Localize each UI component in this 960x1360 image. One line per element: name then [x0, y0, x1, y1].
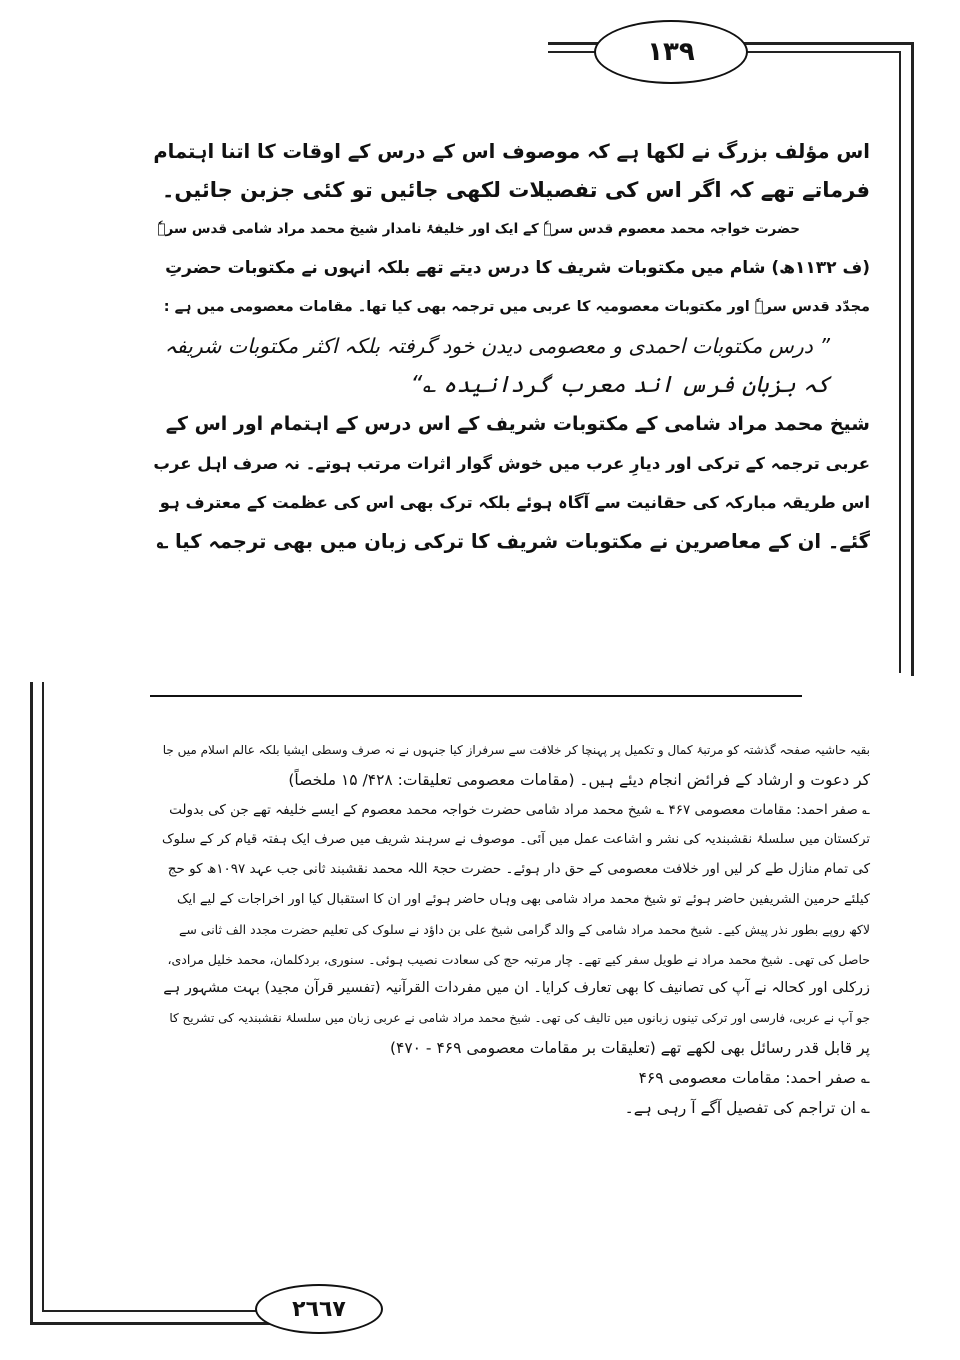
footnote-divider: [150, 695, 802, 697]
footnote-line: حاصل کی تھی۔ شیخ محمد مراد نے طویل سفر کیے تھے۔ چار مرتبہ حج کی سعادت نصیب ہوئی۔ سنوری، بردکلمان، محمد خلیل مرادی،: [167, 951, 870, 967]
page-number-bottom: ٢٦٦٧: [255, 1284, 383, 1334]
main-line-5: مجدّد قدس سرہٗ اور مکتوبات معصومیہ کا عربی میں ترجمہ بھی کیا تھا۔ مقامات معصومی میں ہے :: [163, 299, 870, 315]
footnotes: [158, 736, 870, 1123]
footnote-line: کر دعوت و ارشاد کے فرائض انجام دیئے ہیں۔ (مقامات معصومی تعلیقات: ۴۲۸/ ۱۵ ملخصاً): [288, 770, 870, 789]
footnote-line: جو آپ نے عربی، فارسی اور ترکی تینوں زبانوں میں تالیف کی تھی۔ شیخ محمد مراد شامی نے عربی زبان میں سلسلۂ نقشبندیہ کی تشریح کا: [169, 1011, 870, 1026]
footnote-line: ؎ صفر احمد: مقامات معصومی ۴۶۹: [638, 1068, 870, 1087]
footnote-line: بقیہ حاشیہ صفحہ گذشتہ کو مرتبۂ کمال و تکمیل پر پہنچا کر خلافت سے سرفراز کیا جنہوں نے نہ صرف وسطی ایشیا بلکہ عالم اسلام میں جا: [162, 743, 870, 757]
footnote-line: پر قابل قدر رسائل بھی لکھے تھے (تعلیقات بر مقامات معصومی ۴۶۹ - ۴۷۰): [389, 1038, 870, 1057]
border-right-outer: [911, 42, 914, 676]
footnote-line: ؎ صفر احمد: مقامات معصومی ۴۶۷ ؎ شیخ محمد مراد شامی حضرت خواجہ محمد معصوم کے ایسے خلیفہ تھے جن کی بدولت: [169, 801, 870, 818]
border-right-inner: [899, 51, 901, 673]
main-line-4: (ف ۱۱۳۲ھ) شام میں مکتوبات شریف کا درس دیتے تھے بلکہ انہوں نے مکتوبات حضرتِ: [165, 258, 870, 278]
main-line-8: شیخ محمد مراد شامی کے مکتوبات شریف کے اس درس کے اہتمام اور اس کے: [165, 413, 870, 435]
main-line-10: اس طریقہ مبارکہ کی حقانیت سے آگاہ ہوئے بلکہ ترک بھی اس کی عظمت کے معترف ہو: [159, 493, 870, 512]
main-line-11: گئے۔ ان کے معاصرین نے مکتوبات شریف کا ترکی زبان میں بھی ترجمہ کیا ؎: [156, 530, 870, 553]
page-number-top: ١٣٩: [594, 20, 748, 84]
main-text: [150, 132, 870, 561]
main-line-9: عربی ترجمہ کے ترکی اور دیارِ عرب میں خوش گوار اثرات مرتب ہوتے۔ نہ صرف اہل عرب: [153, 454, 870, 473]
footnote-line: زرکلی اور کحالہ نے آپ کی تصانیف کا بھی تعارف کرایا۔ ان میں مفردات القرآنیہ (تفسیر قرآن مجید) بہت مشہور ہے: [163, 980, 870, 997]
border-bottom-outer: [30, 1322, 292, 1325]
footnote-line: ؎ ان تراجم کی تفصیل آگے آ رہی ہے۔: [624, 1098, 870, 1117]
quote-line-2: کہ بزبان فرس اند معرب گردانیدہ ؎“: [410, 372, 830, 398]
main-line-3: حضرت خواجہ محمد معصوم قدس سرہٗ کے ایک اور خلیفۂ نامدار شیخ محمد مراد شامی قدس سرہٗ: [157, 221, 800, 237]
footnote-line: کیلئے حرمین الشریفین حاضر ہوئے تو شیخ محمد مراد شامی بھی وہاں حاضر ہوئے اور ان کا استقبال کیا اور اخراجات کے لیے ایک: [176, 891, 870, 907]
main-line-1: اس مؤلف بزرگ نے لکھا ہے کہ موصوف اس کے درس کے اوقات کا اتنا اہتمام: [153, 140, 870, 163]
footnote-line: کی تمام منازل طے کر لیں اور خلافت معصومی کے حق دار ہوئے۔ حضرت حجۃ اللہ محمد نقشبند ثانی جب عہد ۱۰۹۷ھ کو حج: [167, 861, 870, 878]
quote-line-1: ” درس مکتوبات احمدی و معصومی دیدن خود گرفتہ بلکہ اکثر مکتوبات شریفہ: [164, 334, 830, 358]
footnote-line: لاکھ روپے بطور نذر پیش کیے۔ شیخ محمد مراد شامی کے والد گرامی شیخ علی بن داؤد نے سلوک کی تعلیم حضرت مجدد الف ثانی سے: [179, 921, 870, 937]
border-left-outer: [30, 682, 33, 1322]
main-line-2: فرماتے تھے کہ اگر اس کی تفصیلات لکھی جائیں تو کئی جزبن جائیں۔: [162, 178, 870, 202]
border-left-inner: [42, 682, 44, 1310]
footnote-line: ترکستان میں سلسلۂ نقشبندیہ کی نشر و اشاعت عمل میں آئی۔ موصوف نے سرہند شریف میں صرف ایک ہفتہ قیام کر کے سلوک: [161, 832, 870, 848]
